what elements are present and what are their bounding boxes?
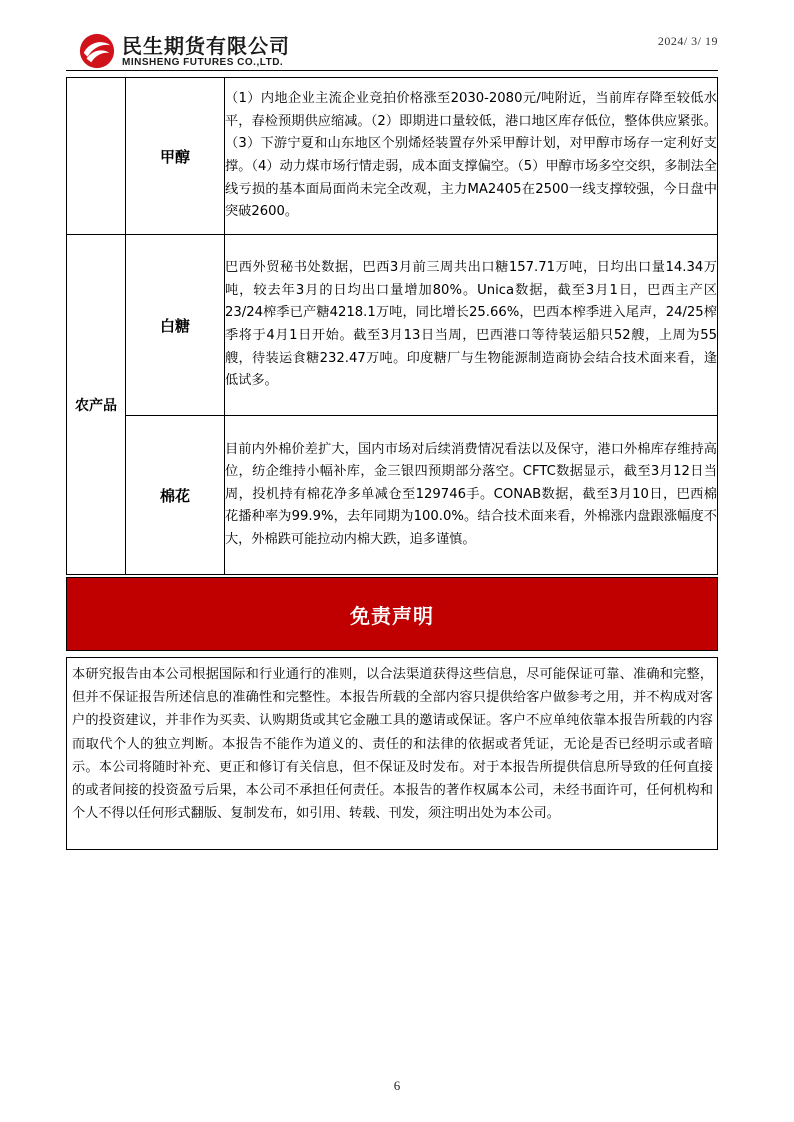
company-name-en: MINSHENG FUTURES CO.,LTD. (122, 57, 284, 68)
minsheng-logo-icon (78, 32, 116, 70)
page-number: 6 (393, 1078, 401, 1093)
commodity-table (66, 77, 718, 575)
commodity-analysis: （1）内地企业主流企业竞拍价格涨至2030-2080元/吨附近，当前库存降至较低水平，春检预期供应缩减。（2）即期进口量较低，港口地区库存低位，整体供应紧张。（3）下游宁夏和山东地区个别烯烃装置存外采甲醇计划，对甲醇市场存一定利好支撑。（4）动力煤市场行情走弱，成本面支撑偏空。（5）甲醇市场多空交织，多制法全线亏损的基本面局面尚未完全改观，主力MA2405在2500一线支撑较强，今日盘中突破2600。 (225, 78, 718, 235)
company-name-cn: 民生期货有限公司 (122, 34, 290, 58)
disclaimer-title: 免责声明 (66, 577, 718, 651)
commodity-analysis: 巴西外贸秘书处数据，巴西3月前三周共出口糖157.71万吨，日均出口量14.34万吨，较去年3月的日均出口量增加80%。Unica数据，截至3月1日，巴西主产区23/24榨季已产糖4218.1万吨，同比增长25.66%，巴西本榨季进入尾声，24/25榨季将于4月1日开始。截至3月13日当周，巴西港口等待装运船只52艘，上周为55艘，待装运食糖232.47万吨。印度糖厂与生物能源制造商协会结合技术面来看，逢低试多。 (225, 235, 718, 416)
page-header (66, 22, 726, 70)
table-row (67, 416, 718, 575)
disclaimer-body: 本研究报告由本公司根据国际和行业通行的准则，以合法渠道获得这些信息，尽可能保证可靠、准确和完整，但并不保证报告所述信息的准确性和完整性。本报告所载的全部内容只提供给客户做参考之用，并不构成对客户的投资建议，并非作为买卖、认购期货或其它金融工具的邀请或保证。客户不应单纯依靠本报告所载的内容而取代个人的独立判断。本报告不能作为道义的、责任的和法律的依据或者凭证，无论是否已经明示或者暗示。本公司将随时补充、更正和修订有关信息，但不保证及时发布。对于本报告所提供信息所导致的任何直接的或者间接的投资盈亏后果，本公司不承担任何责任。本报告的著作权属本公司，未经书面许可，任何机构和个人不得以任何形式翻版、复制发布，如引用、转载、刊发，须注明出处为本公司。 (66, 657, 718, 850)
category-cell-empty (67, 78, 126, 235)
commodity-analysis: 目前内外棉价差扩大，国内市场对后续消费情况看法以及保守，港口外棉库存维持高位，纺企维持小幅补库，金三银四预期部分落空。CFTC数据显示，截至3月12日当周，投机持有棉花净多单减仓至129746手。CONAB数据，截至3月10日，巴西棉花播种率为99.9%，去年同期为100.0%。结合技术面来看，外棉涨内盘跟涨幅度不大，外棉跌可能拉动内棉大跌，追多谨慎。 (225, 416, 718, 575)
commodity-name: 甲醇 (126, 78, 225, 235)
table-row (67, 78, 718, 235)
category-cell: 农产品 (67, 235, 126, 575)
report-date: 2024/ 3/ 19 (657, 34, 718, 48)
commodity-name: 白糖 (126, 235, 225, 416)
commodity-name: 棉花 (126, 416, 225, 575)
table-row (67, 235, 718, 416)
header-divider (66, 70, 718, 71)
